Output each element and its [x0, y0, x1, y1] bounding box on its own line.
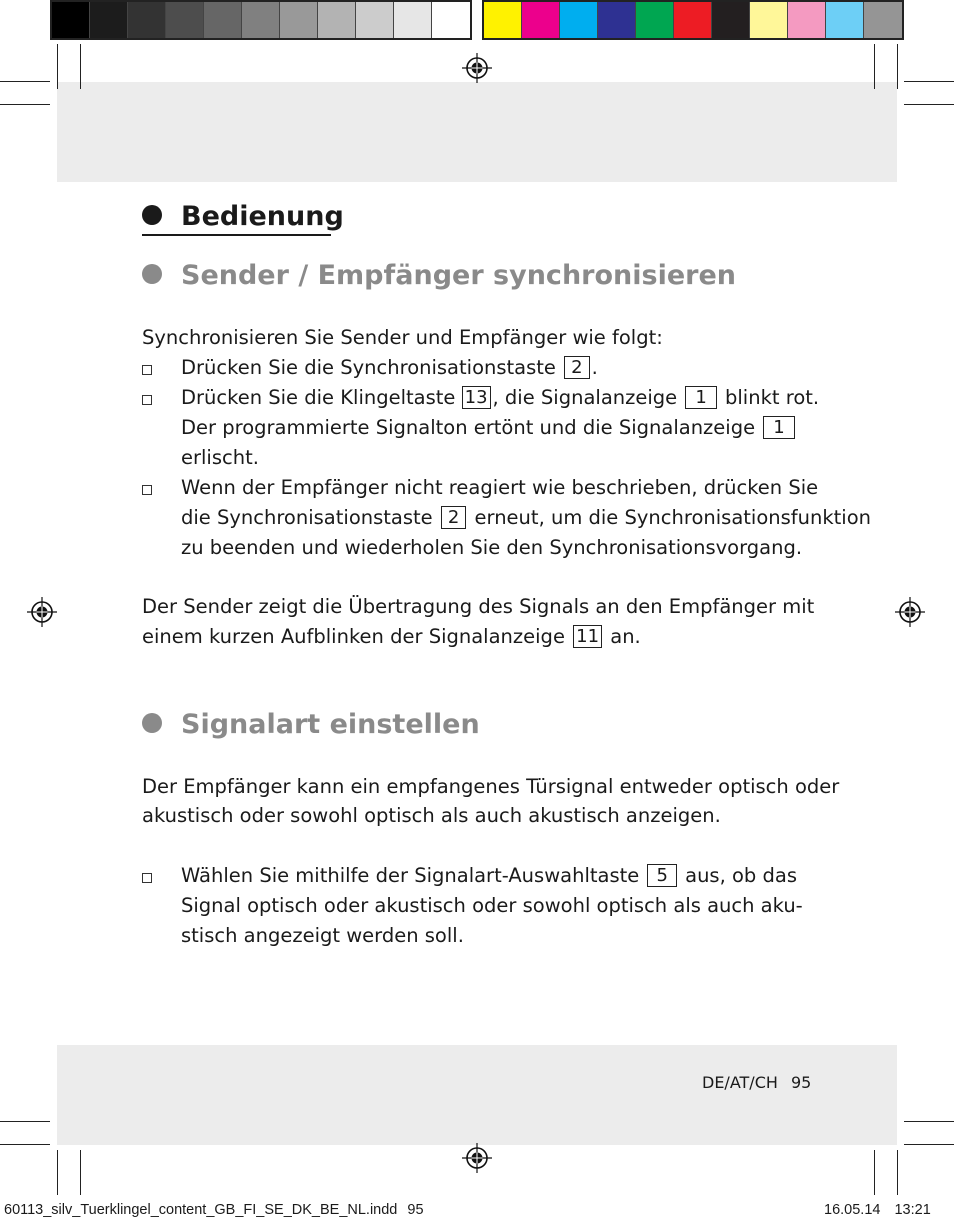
ref-number: 11 — [573, 625, 602, 648]
signalart-para-line-2: akustisch oder sowohl optisch als auch akustisch anzeigen. — [142, 804, 721, 827]
ref-number: 2 — [564, 356, 589, 379]
crop-mark — [904, 81, 954, 82]
registration-mark-icon — [27, 597, 57, 627]
color-swatch — [242, 2, 280, 38]
ref-number: 13 — [462, 386, 491, 409]
color-swatch — [484, 2, 522, 38]
slug-file: 60113_silv_Tuerklingel_content_GB_FI_SE_DK_BE_NL.indd 95 — [4, 1202, 424, 1218]
footer-page-number: 95 — [790, 1073, 812, 1092]
color-swatch — [788, 2, 826, 38]
heading-bedienung-text: Bedienung — [181, 201, 344, 232]
crop-mark — [874, 44, 875, 89]
sync-intro: Synchronisieren Sie Sender und Empfänger wie folgt: — [142, 326, 663, 349]
sync-note-line-2: einem kurzen Aufblinken der Signalanzeige 11 an. — [142, 625, 641, 648]
ref-number: 5 — [647, 864, 676, 887]
heading-signalart — [142, 708, 480, 742]
footer-band — [57, 1045, 897, 1145]
sync-step-2-line-3: erlischt. — [181, 446, 259, 469]
color-swatch — [712, 2, 750, 38]
color-swatch — [560, 2, 598, 38]
heading-bedienung — [142, 200, 344, 234]
crop-mark — [897, 44, 898, 89]
color-swatch — [90, 2, 128, 38]
color-swatch — [826, 2, 864, 38]
color-swatch — [356, 2, 394, 38]
crop-mark — [80, 1150, 81, 1195]
crop-mark — [904, 1144, 954, 1145]
signalart-step-line-3: stisch angezeigt werden soll. — [181, 924, 464, 947]
checkbox-bullet-icon — [142, 485, 152, 495]
color-swatch — [204, 2, 242, 38]
sync-step-2-line-2: Der programmierte Signalton ertönt und die Signalanzeige 1 — [181, 413, 797, 443]
crop-mark — [0, 104, 50, 105]
gray-color-bar — [50, 0, 472, 40]
crop-mark — [904, 104, 954, 105]
bullet-dot-icon — [142, 264, 162, 284]
color-swatch — [280, 2, 318, 38]
color-swatch — [750, 2, 788, 38]
checkbox-bullet-icon — [142, 873, 152, 883]
color-swatch — [636, 2, 674, 38]
crop-mark — [0, 81, 50, 82]
crop-mark — [0, 1144, 50, 1145]
heading-underline — [142, 234, 331, 236]
slug-datetime: 16.05.14 13:21 — [824, 1202, 931, 1218]
header-band — [57, 82, 897, 182]
heading-sync — [142, 259, 736, 293]
sync-step-1: Drücken Sie die Synchronisationstaste 2 . — [181, 356, 598, 379]
heading-sync-text: Sender / Empfänger synchronisieren — [181, 260, 736, 291]
sync-note-line-1: Der Sender zeigt die Übertragung des Signals an den Empfänger mit — [142, 595, 815, 618]
sync-step-2-line-1: Drücken Sie die Klingeltaste 13 , die Signalanzeige 1 blinkt rot. — [181, 386, 820, 409]
ref-number: 2 — [441, 506, 466, 529]
color-swatch — [318, 2, 356, 38]
color-swatch — [394, 2, 432, 38]
registration-mark-icon — [462, 53, 492, 83]
crop-mark — [57, 44, 58, 89]
color-swatch — [166, 2, 204, 38]
bullet-dot-icon — [142, 205, 162, 225]
color-swatch — [522, 2, 560, 38]
sync-step-3-line-3: zu beenden und wiederholen Sie den Synchronisationsvorgang. — [181, 536, 803, 559]
sync-step-3-line-2: die Synchronisationstaste 2 erneut, um die Synchronisationsfunktion — [181, 506, 872, 529]
process-color-bar — [482, 0, 904, 40]
crop-mark — [0, 1121, 50, 1122]
signalart-step-line-2: Signal optisch oder akustisch oder sowohl optisch als auch aku- — [181, 894, 803, 917]
color-swatch — [52, 2, 90, 38]
registration-mark-icon — [462, 1143, 492, 1173]
registration-mark-icon — [895, 597, 925, 627]
sync-step-3-line-1: Wenn der Empfänger nicht reagiert wie beschrieben, drücken Sie — [181, 476, 819, 499]
checkbox-bullet-icon — [142, 365, 152, 375]
heading-signalart-text: Signalart einstellen — [181, 709, 480, 740]
bullet-dot-icon — [142, 713, 162, 733]
color-swatch — [864, 2, 902, 38]
crop-mark — [897, 1150, 898, 1195]
color-swatch — [598, 2, 636, 38]
footer-page-label — [702, 1073, 811, 1092]
ref-number: 1 — [685, 386, 716, 409]
footer-region: DE/AT/CH — [702, 1073, 778, 1092]
color-swatch — [432, 2, 470, 38]
signalart-para-line-1: Der Empfänger kann ein empfangenes Türsignal entweder optisch oder — [142, 775, 840, 798]
crop-mark — [904, 1121, 954, 1122]
crop-mark — [80, 44, 81, 89]
color-swatch — [674, 2, 712, 38]
signalart-step-line-1: Wählen Sie mithilfe der Signalart-Auswahltaste 5 aus, ob das — [181, 864, 797, 887]
color-swatch — [128, 2, 166, 38]
crop-mark — [57, 1150, 58, 1195]
checkbox-bullet-icon — [142, 395, 152, 405]
ref-number: 1 — [763, 416, 794, 439]
crop-mark — [874, 1150, 875, 1195]
